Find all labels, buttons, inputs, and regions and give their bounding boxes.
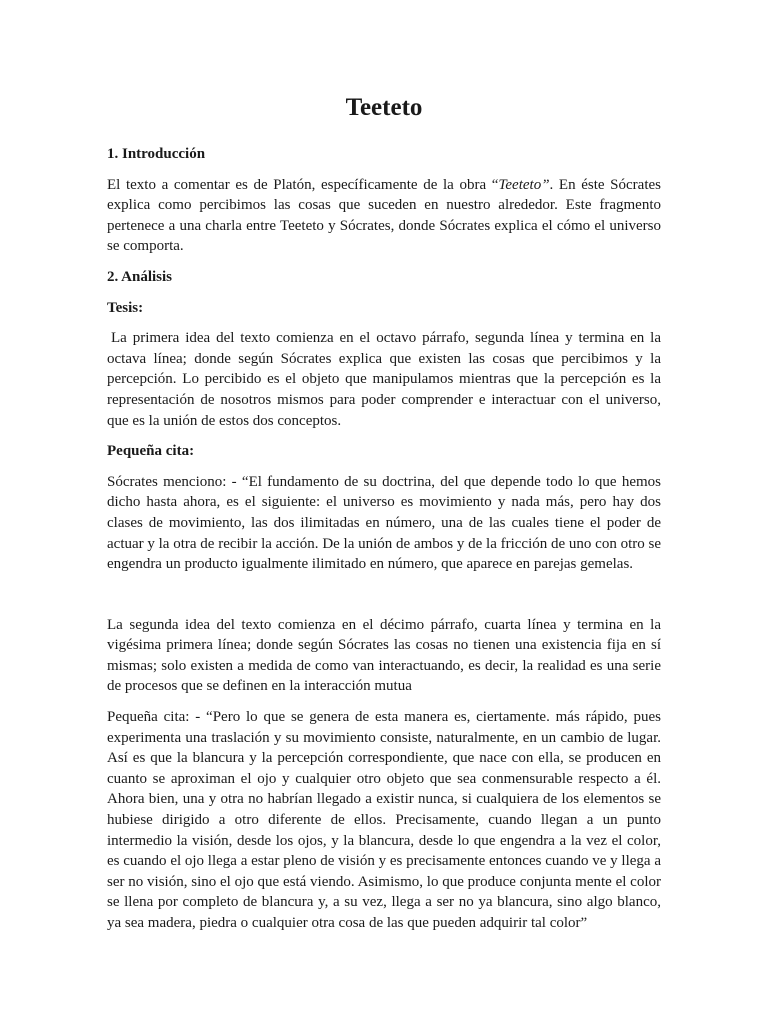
cita1-heading: Pequeña cita: [107, 443, 195, 460]
analysis-heading: 2. Análisis [107, 268, 173, 285]
document-page [107, 90, 661, 944]
cita1-paragraph: Sócrates menciono: - “El fundamento de su doctrina, del que depende todo lo que hemos dicho hasta ahora, es el siguiente: el universo es movimiento y nada más, pero hay dos clases de movimiento, las dos ilimitadas en número, una de las cuales tiene el poder de actuar y la otra de recibir la acción. De la unión de ambos y de la fricción de uno con otro se engendra un producto igualmente ilimitado en número, que aparece en parejas gemelas. [107, 473, 661, 573]
intro-heading: 1. Introducción [107, 146, 206, 162]
intro-paragraph [107, 175, 661, 257]
cita2-paragraph: Pequeña cita: - “Pero lo que se genera de esta manera es, ciertamente. más rápido, pues experimenta una traslación y su movimiento consiste, naturalmente, en un cambio de lugar. Así es que la blancura y la percepción correspondiente, que nace con ella, se producen en cuanto se aproximan el ojo y cualquier otro objeto que sea conmensurable respecto a él. Ahora bien, una y otra no habrían llegado a existir nunca, si cualquiera de los elementos se hubiese dirigido a otro diferente de ellos. Precisamente, cuando llegan a un punto intermedio la visión, desde los ojos, y la blancura, desde lo que engendra a la vez el color, es cuando el ojo llega a estar pleno de visión y es precisamente entonces cuando ve y llega a ser no visión, sino el ojo que está viendo. Asimismo, lo que produce conjunta mente el color se llena por completo de blancura y, a su vez, llega a ser no ya blancura, sino algo blanco, ya sea madera, piedra o cualquier otra cosa de las que pueden adquirir tal color” [107, 709, 661, 931]
document-title: Teeteto [345, 94, 423, 121]
paragraph-spacer [107, 585, 661, 615]
intro-work-title: Teeteto” [498, 176, 550, 193]
segunda-idea-paragraph: La segunda idea del texto comienza en el décimo párrafo, cuarta línea y termina en la vigésima primera línea; donde según Sócrates las cosas no tienen una existencia fija en sí mismas; solo existen a medida de como van interactuando, es decir, la realidad es una serie de procesos que se definen en la interacción mutua [107, 616, 661, 695]
tesis-heading: Tesis: [107, 299, 144, 316]
intro-text-after: . En éste Sócrates explica como percibimos las cosas que suceden en nuestro alrededor. Este fragmento pertenece a una charla entre Teeteto y Sócrates, donde Sócrates explica el cómo el universo se comporta. [107, 176, 662, 255]
tesis-paragraph: La primera idea del texto comienza en el octavo párrafo, segunda línea y termina en la octava línea; donde según Sócrates explica que existen las cosas que percibimos y la percepción. Lo percibido es el objeto que manipulamos mientras que la percepción es la representación de nosotros mismos para poder comprender e interactuar con el universo, que es la unión de estos dos conceptos. [107, 330, 661, 429]
intro-text-before: El texto a comentar es de Platón, específicamente de la obra “ [107, 176, 499, 193]
